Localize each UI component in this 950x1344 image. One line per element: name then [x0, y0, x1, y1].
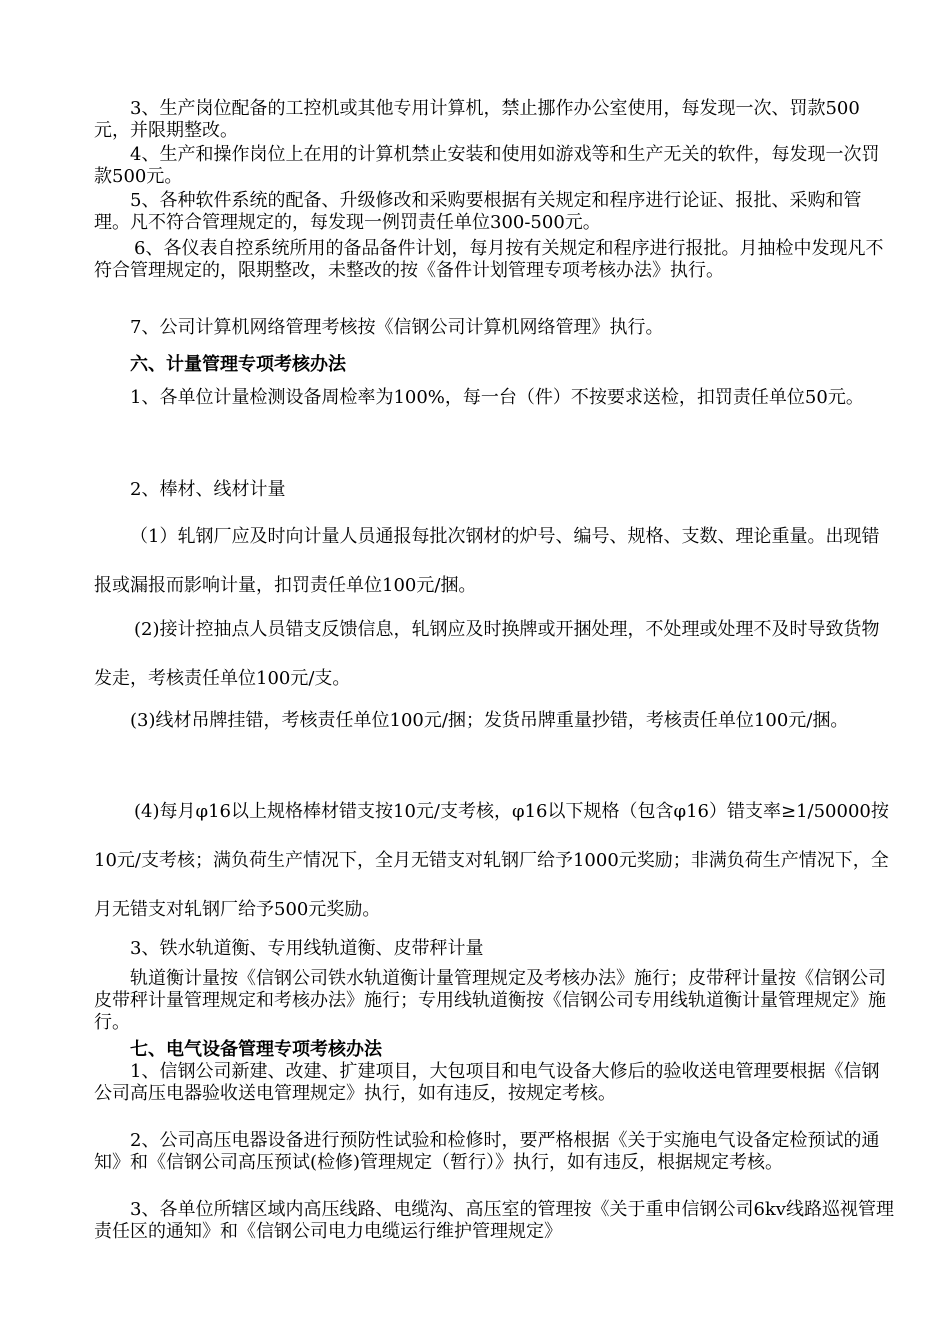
paragraph-metering-2-2: (2)接计控抽点人员错支反馈信息，轧钢应及时换牌或开捆处理，不处理或处理不及时导致货物发走，考核责任单位100元/支。 — [94, 619, 880, 689]
paragraph-metering-2: 2、棒材、线材计量 — [130, 479, 286, 500]
paragraph-computer-7: 7、公司计算机网络管理考核按《信钢公司计算机网络管理》执行。 — [130, 317, 664, 338]
paragraph-metering-3-body: 轨道衡计量按《信钢公司铁水轨道衡计量管理规定及考核办法》施行；皮带秤计量按《信钢公司皮带秤计量管理规定和考核办法》施行；专用线轨道衡按《信钢公司专用线轨道衡计量管理规定》施行。 — [94, 968, 886, 1033]
paragraph-metering-2-4: (4)每月φ16以上规格棒材错支按10元/支考核，φ16以下规格（包含φ16）错支率≥1/50000按10元/支考核；满负荷生产情况下，全月无错支对轧钢厂给予1000元奖励；非满负荷生产情况下，全月无错支对轧钢厂给予500元奖励。 — [94, 801, 889, 920]
paragraph-metering-2-3: (3)线材吊牌挂错，考核责任单位100元/捆；发货吊牌重量抄错，考核责任单位100元/捆。 — [130, 710, 849, 731]
paragraph-electrical-3: 3、各单位所辖区域内高压线路、电缆沟、高压室的管理按《关于重申信钢公司6kv线路巡视管理责任区的通知》和《信钢公司电力电缆运行维护管理规定》 — [94, 1199, 894, 1242]
section-heading-electrical: 七、电气设备管理专项考核办法 — [130, 1039, 382, 1060]
section-heading-metering: 六、计量管理专项考核办法 — [130, 354, 346, 375]
paragraph-metering-2-1: （1）轧钢厂应及时向计量人员通报每批次钢材的炉号、编号、规格、支数、理论重量。出现错报或漏报而影响计量，扣罚责任单位100元/捆。 — [94, 526, 880, 596]
paragraph-computer-6: 6、各仪表自控系统所用的备品备件计划，每月按有关规定和程序进行报批。月抽检中发现凡不符合管理规定的，限期整改，未整改的按《备件计划管理专项考核办法》执行。 — [94, 238, 884, 281]
paragraph-electrical-1: 1、信钢公司新建、改建、扩建项目，大包项目和电气设备大修后的验收送电管理要根据《信钢公司高压电器验收送电管理规定》执行，如有违反，按规定考核。 — [94, 1061, 880, 1104]
paragraph-computer-4: 4、生产和操作岗位上在用的计算机禁止安装和使用如游戏等和生产无关的软件，每发现一次罚款500元。 — [94, 144, 880, 187]
paragraph-metering-1: 1、各单位计量检测设备周检率为100%，每一台（件）不按要求送检，扣罚责任单位50元。 — [130, 387, 864, 408]
paragraph-metering-3: 3、铁水轨道衡、专用线轨道衡、皮带秤计量 — [130, 938, 484, 959]
paragraph-electrical-2: 2、公司高压电器设备进行预防性试验和检修时，要严格根据《关于实施电气设备定检预试的通知》和《信钢公司高压预试(检修)管理规定（暂行）》执行，如有违反，根据规定考核。 — [94, 1130, 880, 1173]
paragraph-computer-5: 5、各种软件系统的配备、升级修改和采购要根据有关规定和程序进行论证、报批、采购和管理。凡不符合管理规定的，每发现一例罚责任单位300-500元。 — [94, 190, 862, 233]
paragraph-computer-3: 3、生产岗位配备的工控机或其他专用计算机，禁止挪作办公室使用，每发现一次、罚款500元，并限期整改。 — [94, 98, 860, 141]
